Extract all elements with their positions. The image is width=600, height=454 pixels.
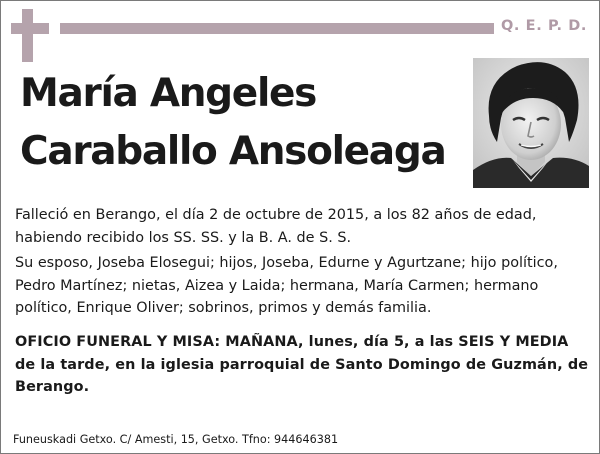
qepd-label: Q. E. P. D. xyxy=(501,18,588,34)
deceased-name-first: María Angeles xyxy=(20,71,317,116)
funeral-home-footer: Funeuskadi Getxo. C/ Amesti, 15, Getxo. Tfno: 944646381 xyxy=(13,433,339,446)
deceased-portrait-photo xyxy=(473,58,589,188)
deceased-name-last: Caraballo Ansoleaga xyxy=(20,129,446,174)
death-notice-paragraph: Falleció en Berango, el día 2 de octubre de 2015, a los 82 años de edad, habiendo recibido los SS. SS. y la B. A. de S. S. xyxy=(15,207,537,246)
cross-icon-arm xyxy=(11,23,49,34)
funeral-service-paragraph: OFICIO FUNERAL Y MISA: MAÑANA, lunes, día 5, a las SEIS Y MEDIA de la tarde, en la iglesia parroquial de Santo Domingo de Guzmán, de Berango. xyxy=(15,334,589,395)
header-divider-bar xyxy=(60,23,494,34)
cross-icon xyxy=(22,9,33,62)
family-paragraph: Su esposo, Joseba Elosegui; hijos, Joseba, Edurne y Agurtzane; hijo político, Pedro Martínez; nietas, Aizea y Laida; hermana, María Carmen; hermano político, Enrique Oliver; sobrinos, primos y demás familia. xyxy=(15,255,558,316)
